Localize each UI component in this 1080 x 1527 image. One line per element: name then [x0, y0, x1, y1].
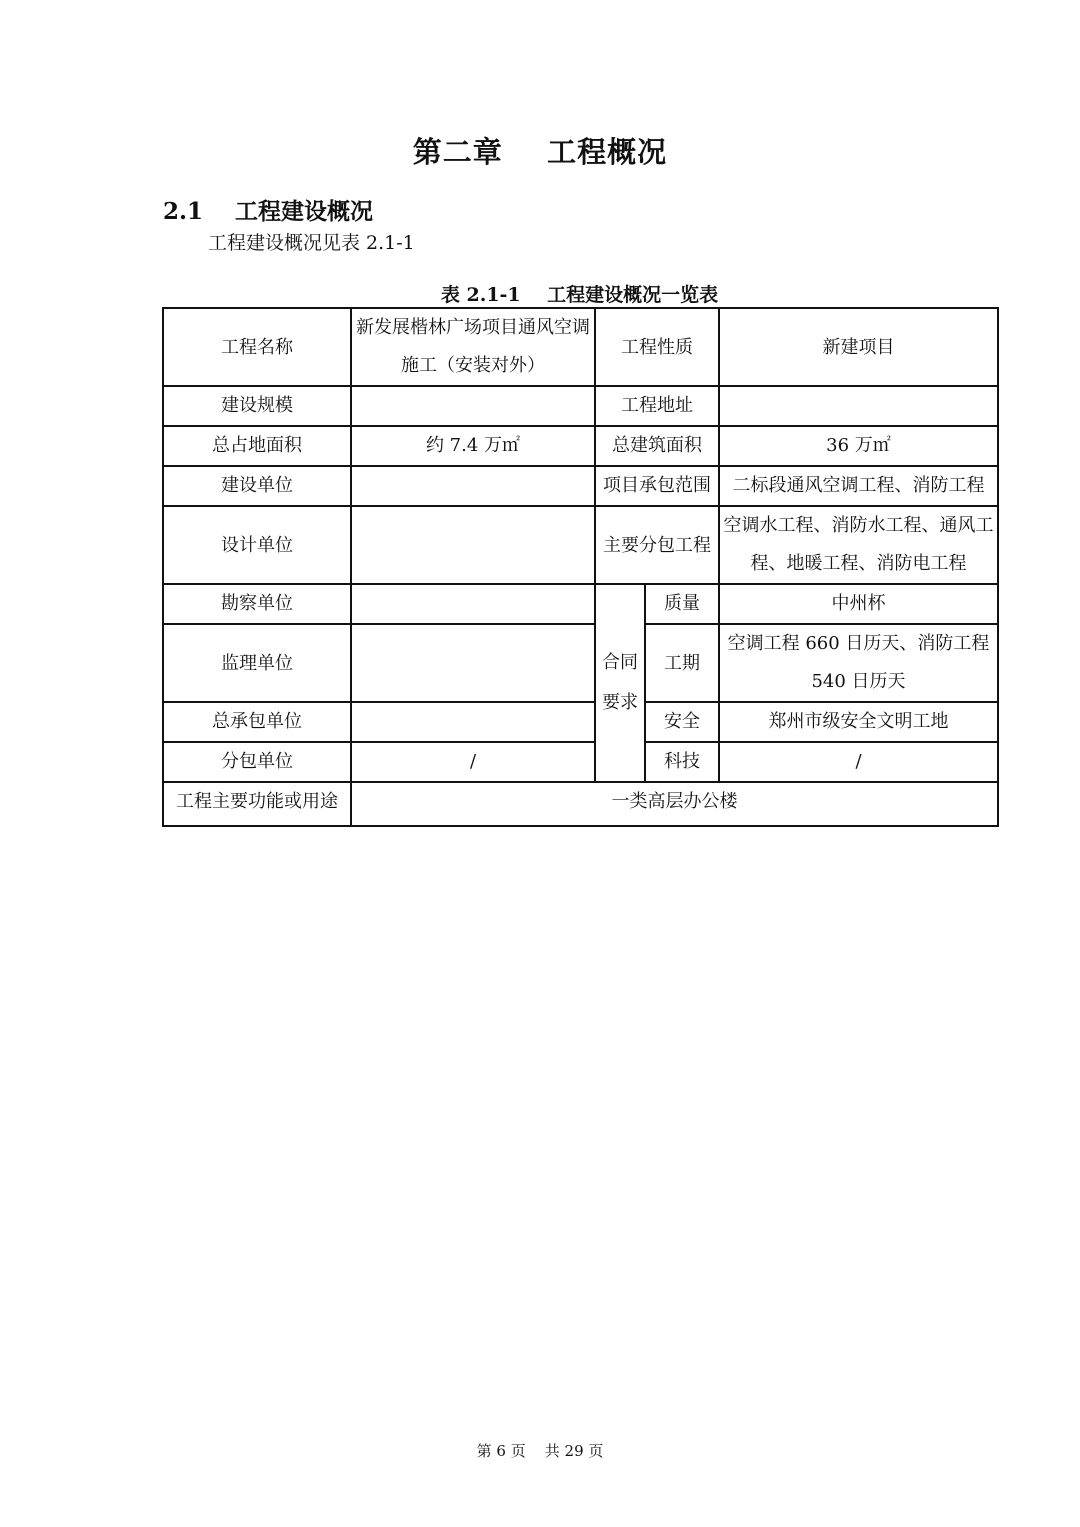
- safety-label: 安全: [645, 702, 719, 742]
- design-value: [351, 506, 595, 584]
- address-label: 工程地址: [595, 386, 719, 426]
- duration-value: 空调工程 660 日历天、消防工程 540 日历天: [719, 624, 998, 702]
- general-contractor-value: [351, 702, 595, 742]
- project-overview-table: [162, 307, 999, 827]
- general-contractor-label: 总承包单位: [163, 702, 351, 742]
- scale-value: [351, 386, 595, 426]
- table-caption: 表 2.1-1 工程建设概况一览表: [440, 284, 719, 306]
- contract-scope-label: 项目承包范围: [595, 466, 719, 506]
- sub-unit-value: /: [351, 742, 595, 782]
- safety-value: 郑州市级安全文明工地: [719, 702, 998, 742]
- supervision-value: [351, 624, 595, 702]
- quality-label: 质量: [645, 584, 719, 624]
- address-value: [719, 386, 998, 426]
- duration-label: 工期: [645, 624, 719, 702]
- section-heading: 2.1 工程建设概况: [163, 198, 374, 225]
- sub-unit-label: 分包单位: [163, 742, 351, 782]
- survey-value: [351, 584, 595, 624]
- page-footer: 第 6 页 共 29 页: [476, 1442, 604, 1460]
- building-area-value: 36 万㎡: [719, 426, 998, 466]
- developer-value: [351, 466, 595, 506]
- contract-scope-value: 二标段通风空调工程、消防工程: [719, 466, 998, 506]
- section-intro: 工程建设概况见表 2.1-1: [208, 232, 415, 254]
- subcontract-label: 主要分包工程: [595, 506, 719, 584]
- function-value: 一类高层办公楼: [351, 782, 998, 826]
- developer-label: 建设单位: [163, 466, 351, 506]
- land-area-label: 总占地面积: [163, 426, 351, 466]
- project-name-label: 工程名称: [163, 308, 351, 386]
- chapter-title: 第二章 工程概况: [412, 135, 668, 169]
- nature-label: 工程性质: [595, 308, 719, 386]
- contract-req-line1: 合同: [602, 652, 638, 673]
- quality-value: 中州杯: [719, 584, 998, 624]
- design-label: 设计单位: [163, 506, 351, 584]
- survey-label: 勘察单位: [163, 584, 351, 624]
- nature-value: 新建项目: [719, 308, 998, 386]
- land-area-value: 约 7.4 万㎡: [351, 426, 595, 466]
- building-area-label: 总建筑面积: [595, 426, 719, 466]
- subcontract-value: 空调水工程、消防水工程、通风工程、地暖工程、消防电工程: [719, 506, 998, 584]
- project-name-value: 新发展楷林广场项目通风空调施工（安装对外）: [351, 308, 595, 386]
- function-label: 工程主要功能或用途: [163, 782, 351, 826]
- technology-value: /: [719, 742, 998, 782]
- contract-requirements-label: [595, 584, 645, 782]
- scale-label: 建设规模: [163, 386, 351, 426]
- technology-label: 科技: [645, 742, 719, 782]
- supervision-label: 监理单位: [163, 624, 351, 702]
- contract-req-line2: 要求: [602, 692, 638, 713]
